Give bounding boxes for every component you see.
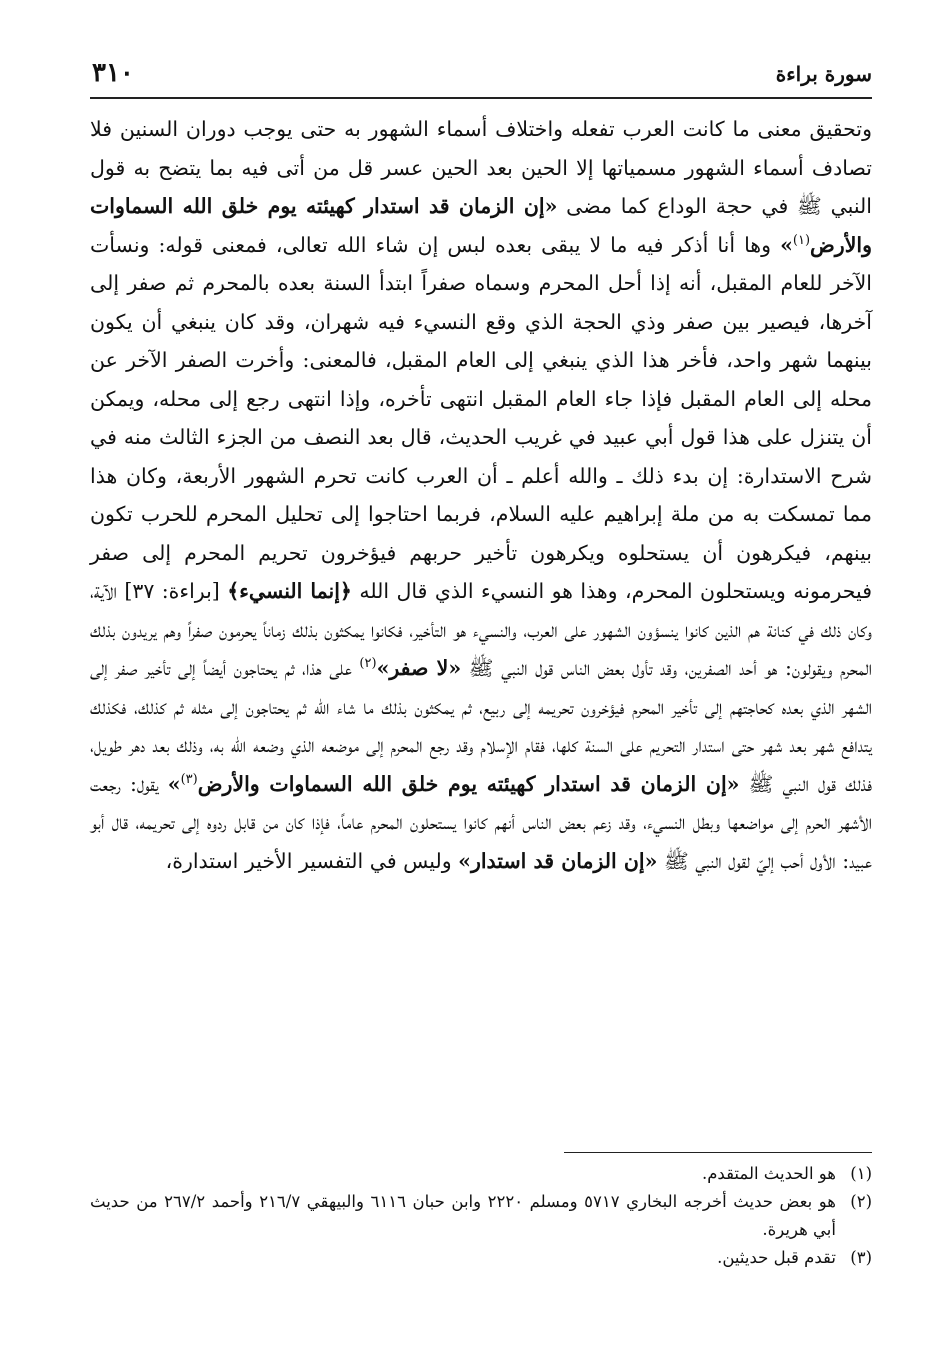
footnote-text: هو الحديث المتقدم. <box>701 1164 836 1183</box>
footnotes <box>90 1160 872 1272</box>
quote-close-mark: » <box>167 771 181 796</box>
surah-title: سورة براءة <box>775 62 872 86</box>
text-segment: وها أنا أذكر فيه ما لا يبقى بعده لبس إن شاء الله تعالى، فمعنى قوله: ونسأت الآخر للعام المقبل، أنه إذا أحل المحرم وسماه صفراً ابتدأ السنة بعده بالمحرم ثم صفر إلى آخرها، فيصير بين صفر وذي الحجة الذي وقع النسيء فيه شهران، وقد كان ينبغي أن يكون بينهما شهر واحد، فأخر هذا الذي ينبغي إلى العام المقبل، فالمعنى: وأخرت الصفر الآخر عن محله إلى العام المقبل فإذا جاء العام المقبل انتهى تأخره، وإذا انتهى رجع إلى محله، ويمكن أن يتنزل على هذا قول أبي عبيد في غريب الحديث، قال بعد النصف من الجزء الثالث منه في شرح الاستدارة: إن بدء ذلك ـ والله أعلم ـ أن العرب كانت تحرم الشهور الأربعة، وكان هذا مما تمسكت به من ملة إبراهيم عليه السلام، فربما احتاجوا إلى تحليل المحرم للحرب تكون بينهم، فيكرهون أن يستحلوه ويكرهون تأخير حربهم فيؤخرون تحريم المحرم إلى صفر فيحرمونه ويستحلون المحرم، وهذا هو النسيء الذي قال الله <box>90 232 873 603</box>
footnote-number: (١) <box>850 1164 872 1183</box>
footnote-ref-2[interactable]: (٢) <box>359 656 377 672</box>
footnote-item <box>90 1160 872 1188</box>
quote-close-mark: » <box>780 232 793 257</box>
footnote-number: (٣) <box>850 1248 872 1267</box>
header-divider <box>90 97 872 99</box>
commentary-text <box>90 110 872 880</box>
text-segment: وتحقيق معنى ما كانت العرب تفعله واختلاف أسماء الشهور به حتى يوجب دوران السنين فلا تصادف أسماء الشهور مسمياتها إلا الحين بعد الحين عسر قل من أتى فيه بما يتضح به قول النبي ﷺ في حجة الوداع كما مضى <box>90 117 872 218</box>
footnote-item <box>90 1244 872 1272</box>
footnote-ref-1[interactable]: (١) <box>792 232 811 248</box>
hadith-quote: «لا صفر» <box>376 656 462 680</box>
footnote-text: تقدم قبل حديثين. <box>717 1248 836 1267</box>
commentary-paragraph <box>90 110 872 880</box>
quran-quote: ﴿إنما النسيء﴾ <box>227 579 352 603</box>
footnote-number: (٢) <box>850 1192 872 1211</box>
text-segment: يقول: رجعت الأشهر الحرم إلى مواضعها وبطل النسيء، وقد زعم بعض الناس أنهم كانوا يستحلون المحرم عاماً، فإذا كان من قابل ردوه إلى تحريمه، قال أبو عبيد: الأول أحب إليّ لقول النبي ﷺ <box>90 771 872 873</box>
footnote-ref-3[interactable]: (٣) <box>180 771 198 787</box>
text-segment: على هذا، ثم يحتاجون أيضاً إلى تأخير صفر إلى الشهر الذي بعده كحاجتهم إلى تأخير المحرم فيؤخرون تحريمه إلى ربيع، ثم يمكثون بذلك ما شاء الله ثم يحتاجون إلى مثله ثم كذلك، فكذلك يتدافع شهر بعد شهر حتى استدار التحريم على السنة كلها، فقام الإسلام وقد رجع المحرم إلى موضعه الذي وضعه الله به، وذلك بعد دهر طويل، فذلك قول النبي ﷺ <box>90 656 872 796</box>
hadith-quote: «إن الزمان قد استدار كهيئته يوم خلق الله السماوات والأرض <box>90 194 872 257</box>
footnote-text: هو بعض حديث أخرجه البخاري ٥٧١٧ ومسلم ٢٢٢٠ وابن حبان ٦١١٦ والبيهقي ٢١٦/٧ وأحمد ٢٦٧/٢ من حديث أبي هريرة. <box>90 1192 836 1239</box>
footnote-divider <box>564 1152 872 1153</box>
hadith-quote: «إن الزمان قد استدار كهيئته يوم خلق الله السماوات والأرض <box>197 771 740 796</box>
page-number: ٣١٠ <box>92 58 134 88</box>
hadith-quote: «إن الزمان قد استدار» <box>458 848 658 873</box>
text-segment: وليس في التفسير الأخير استدارة، <box>165 848 459 873</box>
text-segment: [براءة: ٣٧] الآية، وكان ذلك في كنانة هم الذين كانوا ينسؤون الشهور على العرب، والنسيء هو التأخير، فكانوا يمكثون بذلك زماناً يحرمون صفراً وهم يريدون بذلك المحرم ويقولون: هو أحد الصفرين، وقد تأول بعض الناس قول النبي ﷺ <box>90 579 872 680</box>
footnote-item <box>90 1188 872 1244</box>
